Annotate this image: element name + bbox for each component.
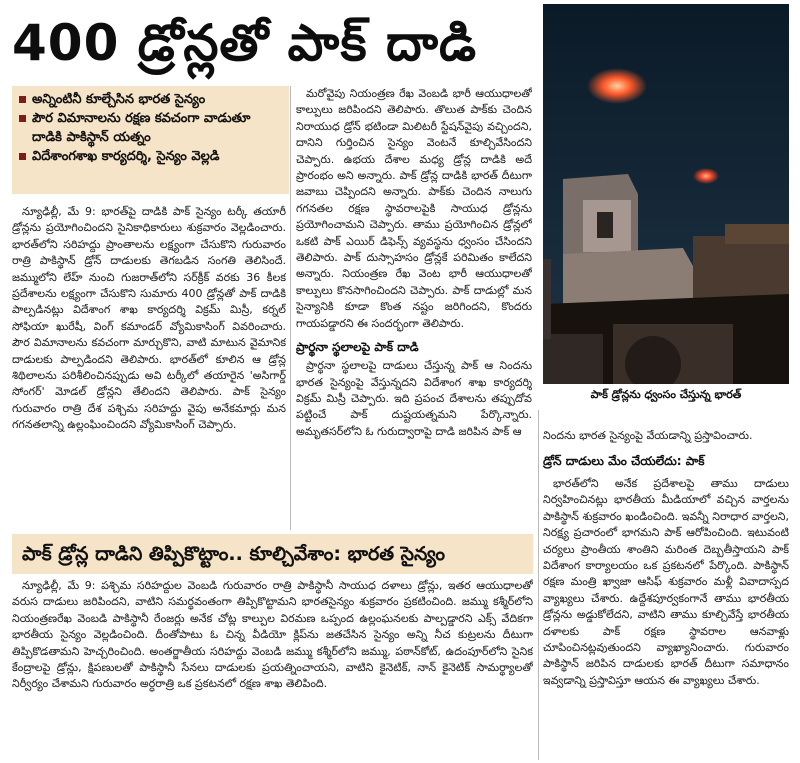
bottom-story-body <box>12 578 533 762</box>
article-paragraph: మరోవైపు నియంత్రణ రేఖ వెంబడి భారీ ఆయుధాలతో కాల్పులు జరిపిందని తెలిపారు. తొలుత పాక్‌కు చెందిన నిరాయుధ డ్రోన్ భటిండా మిలిటరీ స్టేషన్‌వైపు వచ్చిందని, దానిని గుర్తించిన సైన్యం వెంటనే కూల్చివేసిందని చెప్పారు. ఉభయ దేశాల మధ్య డ్రోన్ల దాడికి అదే ప్రారంభం అని అన్నారు. పాక్ డ్రోన్ల దాడికి భారత్ దీటుగా జవాబు చెప్పిందని అన్నారు. పాక్‌కు చెందిన నాలుగు గగనతల రక్షణ స్థావరాలపైకి సాయుధ డ్రోన్లను ప్రయోగించామని చెప్పారు. తాము ప్రయోగించిన డ్రోన్లలో ఒకటి పాక్ ఎయిర్ డిఫెన్స్ వ్యవస్థను ధ్వంసం చేసిందని తెలిపారు. పాక్ దుస్సాహసం డ్రోన్లకే పరిమితం కాలేదని అన్నారు. నియంత్రణ రేఖ వెంట భారీ ఆయుధాలతో కాల్పులు కొనసాగించిందని చెప్పారు. పాక్ దాడుల్లో మన సైన్యానికి కూడా కొంత నష్టం జరిగిందని, కొందరు గాయపడ్డారని ఈ సందర్భంగా తెలిపారు. <box>296 87 532 330</box>
article-column-3 <box>543 476 789 758</box>
article-paragraph: నిందను భారత సైన్యంపై వేయడాన్ని ప్రస్తావించారు. <box>543 429 753 442</box>
drone-flare <box>587 68 647 104</box>
night-sky-drone-photo <box>543 4 789 384</box>
highlight-item: పౌర విమానాలను రక్షణ కవచంగా వాడుతూ దాడికి పాకిస్థాన్ యత్నం <box>18 109 283 147</box>
headline: 400 డ్రోన్లతో పాక్ దాడి <box>12 14 478 72</box>
news-photo <box>543 4 789 384</box>
highlights-box <box>12 86 289 194</box>
highlight-item: అన్నింటినీ కూల్చేసిన భారత సైన్యం <box>18 90 283 109</box>
highlight-item: విదేశాంగశాఖ కార్యదర్శి, సైన్యం వెల్లడి <box>18 147 283 166</box>
article-paragraph: ప్రార్థనా స్థలాలపై దాడులు చేస్తున్న పాక్ ఆ నిందను భారత సైన్యంపై వేస్తున్నదని విదేశాంగ శాఖ కార్యదర్శి విక్రమ్ మిస్రీ చెప్పారు. ఇది ప్రపంచ దేశాలను తప్పుదోవ పట్టించే పాక్ దుష్టయత్నమని పేర్కొన్నారు. అమృతసర్‌లోని ఓ గురుద్వారాపై దాడి జరిపిన పాక్ ఆ <box>296 359 532 438</box>
section-subheading: డ్రోన్ దాడులు మేం చేయలేదు: పాక్ <box>543 454 705 468</box>
article-paragraph: న్యూఢిల్లీ, మే 9: పశ్చిమ సరిహద్దుల వెంబడి గురువారం రాత్రి పాకిస్థానీ సాయుధ దళాలు డ్రోన్లు, ఇతర ఆయుధాలతో వరుస దాడులు జరిపిందని, వాటిని సమర్థవంతంగా తిప్పికొట్టామని భారతసైన్యం శుక్రవారం ప్రకటించింది. జమ్ము కశ్మీర్‌లోని నియంత్రణరేఖ వెంబడి పాకిస్థానీ రేంజర్లు అనేక చోట్ల కాల్పుల విరమణ ఒప్పంద ఉల్లంఘనలకు పాల్పడ్డారని ఎక్స్ వేదికగా భారతీయ సైన్యం వెల్లడించింది. దీంతోపాటు ఓ చిన్న వీడియో క్లిప్‌ను జతచేసిన సైన్యం అన్ని నీచ కుట్రలను దీటుగా తిప్పికొడతామని హెచ్చరించింది. అంతర్జాతీయ సరిహద్దు వెంబడి జమ్ము కశ్మీర్‌లోని జమ్ము, పఠాన్‌కోట్, ఉదంపూర్‌లోని సైనిక కేంద్రాలపై డ్రోన్లు, క్షిపణులతో పాకిస్థానీ సేనలు దాడులకు ప్రయత్నించాయని, వాటిని కైనెటిక్, నాన్ కైనెటిక్ సామర్థ్యాలతో నిర్వీర్యం చేశామని గురువారం అర్ధరాత్రి ఒక ప్రకటనలో రక్షణ శాఖ తెలిపింది. <box>12 579 533 691</box>
photo-caption: పాక్ డ్రోన్లను ధ్వంసం చేస్తున్న భారత్ <box>590 388 742 401</box>
column-divider <box>538 410 539 760</box>
column-divider <box>290 86 291 530</box>
bottom-story-headline: పాక్ డ్రోన్ల దాడిని తిప్పికొట్టాం.. కూల్చివేశాం: భారత సైన్యం <box>12 534 533 574</box>
drone-flare <box>693 168 719 184</box>
article-paragraph: న్యూఢిల్లీ, మే 9: భారత్‌పై దాడికి పాక్ సైన్యం టర్కీ తయారీ డ్రోన్లను ప్రయోగించిందని సైనికాధికారులు శుక్రవారం వెల్లడించారు. భారత్‌లోని సరిహద్దు ప్రాంతాలను లక్ష్యంగా చేసుకొని గురువారం రాత్రి పాకిస్థాన్ డ్రోన్ దాడులకు తెగబడిన సంగతి తెలిసిందే. జమ్ములోని లేహ్ నుంచి గుజరాత్‌లోని సర్‌క్రీక్ వరకు 36 కీలక ప్రదేశాలను లక్ష్యంగా చేసుకొని సుమారు 400 డ్రోన్లతో పాక్ దాడికి పాల్పడినట్లు విదేశాంగ శాఖ కార్యదర్శి విక్రమ్ మిస్రీ, కర్నల్ సోఫియా ఖురేషీ, వింగ్ కమాండర్ వ్యోమికాసింగ్ వివరించారు. పౌర విమానాలను కవచంగా మార్చుకొని, వాటి మాటున వైమానిక దాడులకు పాల్పడిందని తెలిపారు. భారత్‌లో కూలిన ఆ డ్రోన్ల శిథిలాలను పరిశీలించినప్పుడు అవి టర్కీలో తయారైన 'అసిగార్డ్ సోంగర్' మోడల్ డ్రోన్లని తేలిందని తెలిపారు. పాక్ సైన్యం గురువారం రాత్రి దేశ పశ్చిమ సరిహద్దు వైపు అనేకమార్లు మన గగనతలాన్ని ఉల్లంఘించిందని వ్యోమికాసింగ్ చెప్పారు. <box>12 205 286 432</box>
article-paragraph: భారత్‌లోని అనేక ప్రదేశాలపై తాము దాడులు నిర్వహించినట్లు భారతీయ మీడియాలో వచ్చిన వార్తలను పాకిస్థాన్ శుక్రవారం ఖండించింది. ఇవన్నీ నిరాధార వార్తలని, నిరక్ష్య ప్రచారంలో భాగమని పాక్ ఆరోపించింది. ఇటువంటి చర్యలు ప్రాంతీయ శాంతిని మరింత దెబ్బతీస్తాయని పాక్ విదేశాంగ కార్యాలయం ఒక ప్రకటనలో పేర్కొంది. పాకిస్థాన్ రక్షణ మంత్రి ఖ్వాజా ఆసిఫ్ శుక్రవారం మళ్లీ వివాదాస్పద వ్యాఖ్యలు చేశారు. ఉద్దేశపూర్వకంగానే తాము భారతీయ డ్రోన్లను అడ్డుకోలేదని, వాటిని తాము కూల్చివేస్తే భారతీయ దళాలకు పాక్ రక్షణ స్థావరాల ఆనవాళ్లు చూపించినట్లవుతుందని వ్యాఖ్యానించారు. గురువారం పాకిస్థాన్ జరిపిన దాడులకు భారత్ దీటుగా సమాధానం ఇవ్వడాన్ని ప్రస్తావిస్తూ ఆయన ఈ వ్యాఖ్యలు చేశారు. <box>543 477 789 687</box>
article-column-1 <box>12 204 286 524</box>
article-column-2 <box>296 86 532 530</box>
article-column-3-lead <box>543 428 789 448</box>
section-subheading: ప్రార్థనా స్థలాలపై పాక్ దాడి <box>296 340 419 355</box>
